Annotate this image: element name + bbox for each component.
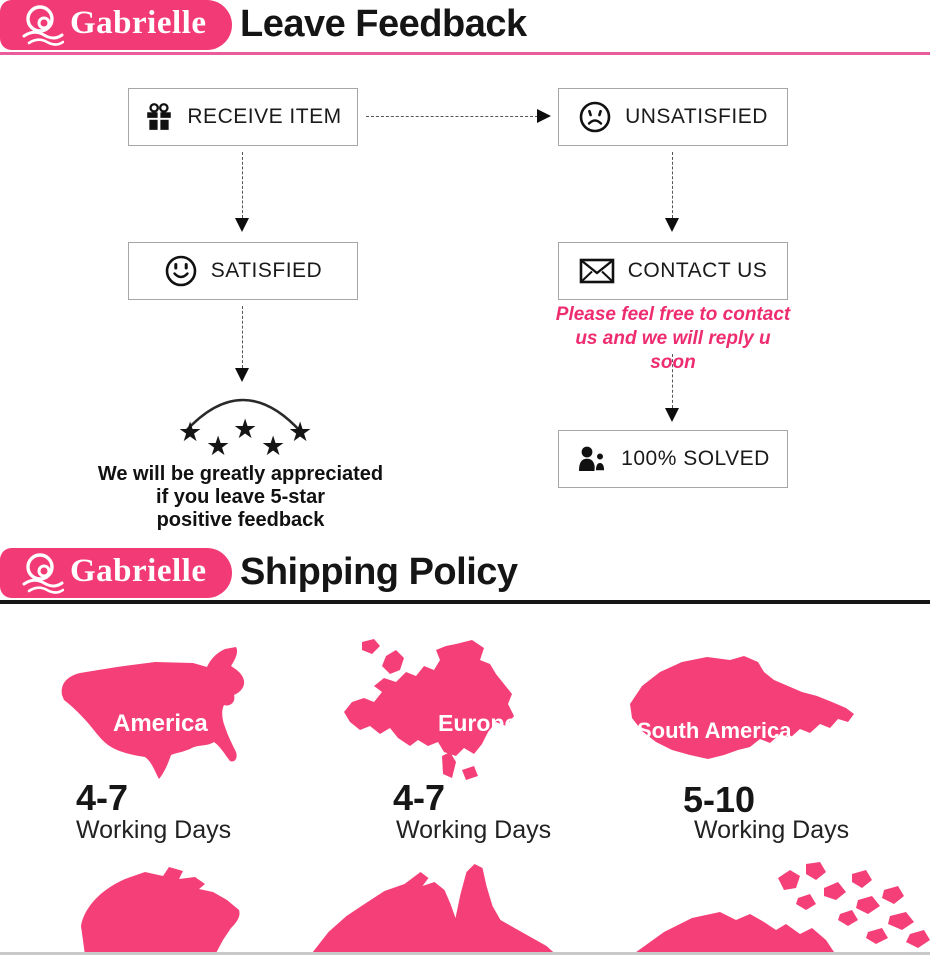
contact-us-label: CONTACT US (627, 259, 768, 282)
south-america-days: 5-10 (683, 779, 756, 820)
canada-map-icon (628, 862, 930, 955)
brand-badge (0, 548, 232, 598)
feedback-note-line3: positive feedback (156, 509, 325, 531)
europe-days-unit: Working Days (396, 816, 552, 844)
satisfied-box (128, 242, 358, 300)
contact-note-line1: Please feel free to contact (555, 304, 791, 325)
africa-map-icon (55, 862, 290, 955)
brand-name: Gabrielle (70, 4, 207, 41)
south-america-map-icon (612, 652, 862, 770)
gift-icon (144, 102, 174, 132)
europe-days: 4-7 (393, 777, 446, 818)
america-days-unit: Working Days (76, 816, 232, 844)
solved-box (558, 430, 788, 488)
feedback-note-line1: We will be greatly appreciated (97, 463, 384, 485)
arrow-receive-to-satisfied (242, 152, 243, 218)
arrowhead-down-icon (665, 218, 679, 232)
star-icon: ★ (206, 431, 231, 461)
receive-item-box (128, 88, 358, 146)
star-icon: ★ (233, 414, 258, 444)
sad-face-icon (578, 100, 612, 134)
star-icon: ★ (288, 417, 313, 447)
brand-badge (0, 0, 232, 50)
feedback-note (58, 463, 423, 532)
brand-name: Gabrielle (70, 552, 207, 589)
south-america-days-unit: Working Days (694, 816, 850, 844)
arrowhead-down-icon (665, 408, 679, 422)
unsatisfied-box (558, 88, 788, 146)
south-america-map-label: South America (637, 718, 792, 743)
receive-item-label: RECEIVE ITEM (187, 105, 342, 128)
smiley-face-icon (164, 254, 198, 288)
feedback-note-line2: if you leave 5-star (156, 486, 325, 508)
envelope-icon (579, 258, 615, 284)
feedback-section-title: Leave Feedback (240, 3, 527, 45)
arrow-receive-to-unsatisfied (366, 116, 538, 117)
feedback-header-underline (0, 52, 930, 55)
five-star-rating (178, 414, 313, 466)
unsatisfied-label: UNSATISFIED (625, 105, 768, 128)
arrowhead-right-icon (537, 109, 551, 123)
arrowhead-down-icon (235, 218, 249, 232)
shipping-header-underline (0, 600, 930, 604)
star-icon: ★ (261, 431, 286, 461)
australia-map-icon (300, 860, 605, 955)
star-icon: ★ (178, 417, 203, 447)
solved-label: 100% SOLVED (621, 447, 770, 470)
contact-note (553, 303, 793, 375)
arrow-unsatisfied-to-contact (672, 152, 673, 218)
arrow-satisfied-to-stars (242, 306, 243, 368)
brand-swirl-icon (20, 2, 64, 48)
satisfied-label: SATISFIED (210, 259, 323, 282)
shipping-section-title: Shipping Policy (240, 551, 518, 593)
contact-note-line2: us and we will reply u soon (575, 328, 771, 373)
america-map-label: America (113, 710, 208, 737)
europe-map-label: Europe (438, 710, 518, 736)
brand-swirl-icon (20, 550, 64, 596)
people-icon (576, 445, 608, 473)
america-days: 4-7 (76, 777, 129, 818)
arrowhead-down-icon (235, 368, 249, 382)
contact-us-box (558, 242, 788, 300)
